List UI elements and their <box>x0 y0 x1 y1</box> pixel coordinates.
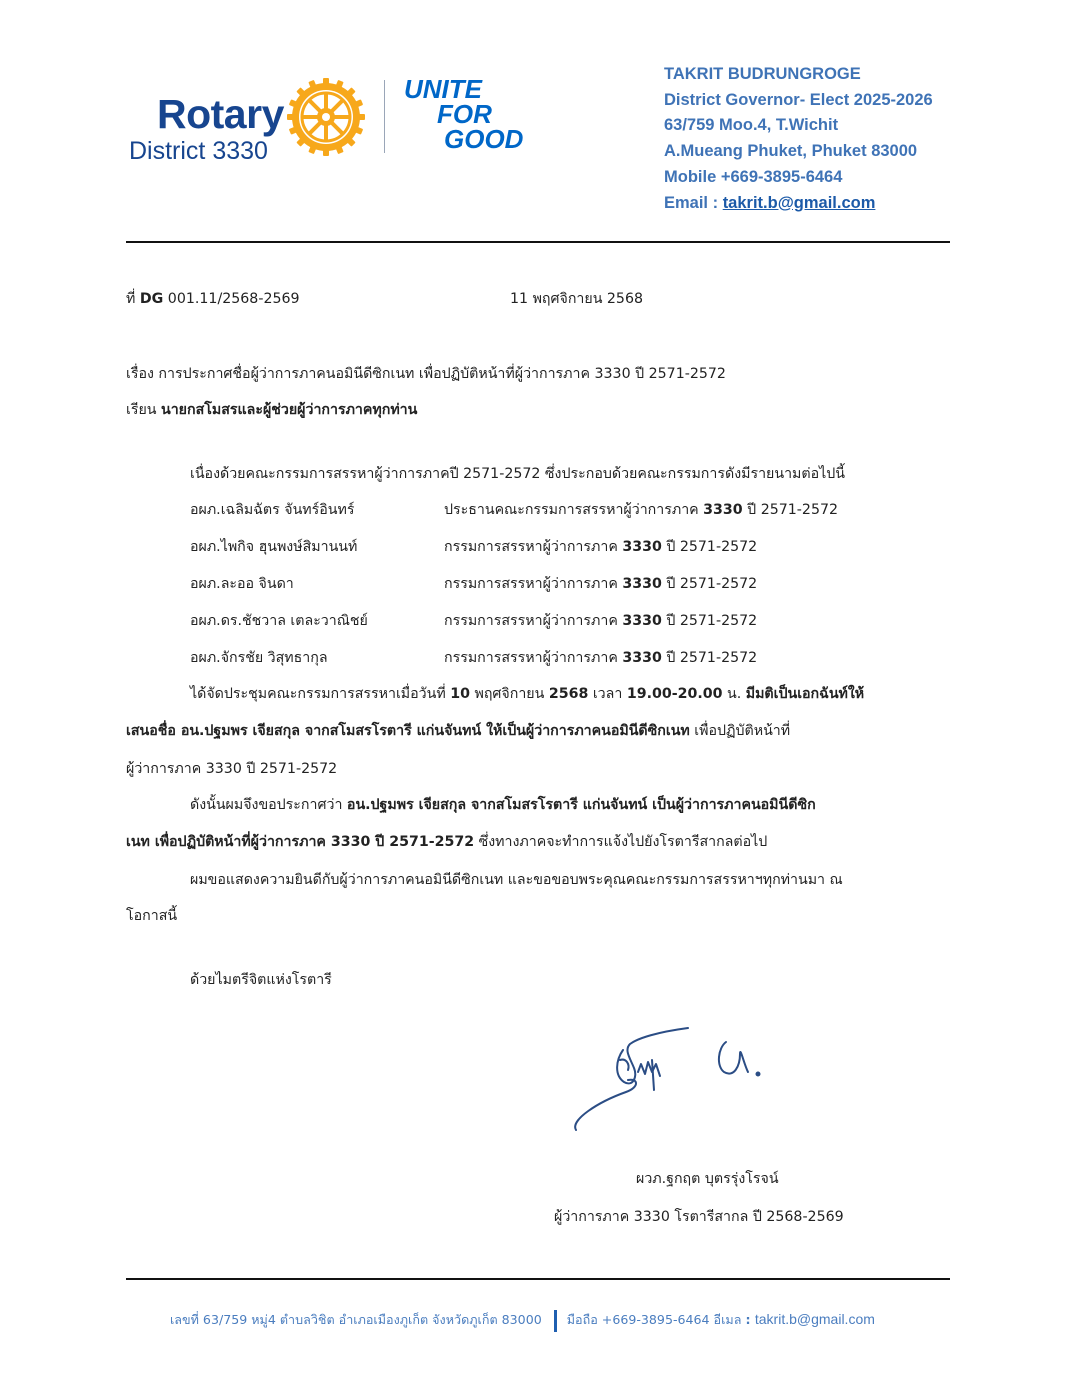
committee-name: อผภ.ดร.ชัชวาล เตละวาณิชย์ <box>190 613 368 629</box>
to-name: นายกสโมสรและผู้ช่วยผู้ว่าการภาคทุกท่าน <box>161 402 418 418</box>
tagline-word: UNITE <box>404 74 482 104</box>
meeting-paragraph-line-2: เสนอชื่อ อน.ปฐมพร เจียสกุล จากสโมสรโรตารี แก่นจันทน์ ให้เป็นผู้ว่าการภาคนอมินีดีซิกเนท เพื่อปฏิบัติหน้าที่ <box>126 723 791 739</box>
meeting-paragraph-line-1: ได้จัดประชุมคณะกรรมการสรรหาเมื่อวันที่ 10 พฤศจิกายน 2568 เวลา 19.00-20.00 น. มีมติเป็นเอกฉันท์ให้ <box>190 686 865 702</box>
reference-number <box>126 289 300 309</box>
header-divider <box>126 241 950 243</box>
footer-contact <box>170 1309 875 1332</box>
handwritten-signature <box>568 1020 778 1140</box>
ref-number: 001.11/2568-2569 <box>163 291 300 307</box>
logo-divider <box>384 80 385 153</box>
email-link[interactable]: takrit.b@gmail.com <box>722 193 876 212</box>
contact-title: District Governor- Elect 2025-2026 <box>664 90 933 109</box>
subject-line: เรื่อง การประกาศชื่อผู้ว่าการภาคนอมินีดีซิกเนท เพื่อปฏิบัติหน้าที่ผู้ว่าการภาค 3330 ปี 2571-2572 <box>126 366 726 382</box>
ref-dg: DG <box>139 291 164 307</box>
committee-role: กรรมการสรรหาผู้ว่าการภาค 3330 ปี 2571-2572 <box>444 576 758 592</box>
salutation-line <box>126 400 417 420</box>
signer-title: ผู้ว่าการภาค 3330 โรตารีสากล ปี 2568-2569 <box>554 1209 844 1225</box>
intro-paragraph: เนื่องด้วยคณะกรรมการสรรหาผู้ว่าการภาคปี 2571-2572 ซึ่งประกอบด้วยคณะกรรมการดังมีรายนามต่อไปนี้ <box>190 466 845 482</box>
committee-role: กรรมการสรรหาผู้ว่าการภาค 3330 ปี 2571-2572 <box>444 613 758 629</box>
tagline-word: FOR <box>437 99 492 129</box>
contact-address-1: 63/759 Moo.4, T.Wichit <box>664 116 839 135</box>
contact-name: TAKRIT BUDRUNGROGE <box>664 65 861 83</box>
committee-name: อผภ.ละออ จินดา <box>190 576 294 592</box>
rotary-wordmark: Rotary <box>157 91 284 137</box>
footer-email[interactable]: takrit.b@gmail.com <box>754 1311 875 1327</box>
footer-colon: : <box>745 1312 755 1327</box>
closing-phrase: ด้วยไมตรีจิตแห่งโรตารี <box>190 972 332 988</box>
committee-name: อผภ.ไพกิจ ฮุนพงษ์สิมานนท์ <box>190 539 358 555</box>
contact-address-2: A.Mueang Phuket, Phuket 83000 <box>664 142 918 161</box>
signer-name: ผวภ.ฐกฤต บุตรรุ่งโรจน์ <box>636 1171 779 1187</box>
footer-mobile: มือถือ +669-3895-6464 อีเมล <box>566 1312 746 1327</box>
congrats-line-2: โอกาสนี้ <box>126 908 178 924</box>
to-prefix: เรียน <box>126 402 161 418</box>
tagline-word: GOOD <box>444 124 524 154</box>
committee-role: กรรมการสรรหาผู้ว่าการภาค 3330 ปี 2571-2572 <box>444 539 758 555</box>
contact-mobile: Mobile +669-3895-6464 <box>664 167 843 186</box>
committee-role: ประธานคณะกรรมการสรรหาผู้ว่าการภาค 3330 ปี 2571-2572 <box>444 502 839 518</box>
committee-name: อผภ.เฉลิมฉัตร จันทร์อินทร์ <box>190 502 355 518</box>
ref-prefix: ที่ <box>126 291 140 307</box>
contact-email-row <box>664 191 933 217</box>
announcement-line-2: เนท เพื่อปฏิบัติหน้าที่ผู้ว่าการภาค 3330 ปี 2571-2572 ซึ่งทางภาคจะทำการแจ้งไปยังโรตารีสากลต่อไป <box>126 834 768 850</box>
committee-name: อผภ.จักรชัย วิสุทธากุล <box>190 650 328 666</box>
email-label: Email : <box>664 193 723 212</box>
contact-block <box>664 62 933 216</box>
unite-for-good-tagline <box>404 74 524 154</box>
district-label: District 3330 <box>129 137 268 165</box>
footer-divider <box>126 1278 950 1280</box>
rotary-wheel-icon <box>286 77 366 157</box>
announcement-line-1: ดังนั้นผมจึงขอประกาศว่า อน.ปฐมพร เจียสกุล จากสโมสรโรตารี แก่นจันทน์ เป็นผู้ว่าการภาคนอมินีดีซิก <box>190 797 816 813</box>
letter-date: 11 พฤศจิกายน 2568 <box>510 291 644 307</box>
footer-address: เลขที่ 63/759 หมู่4 ตำบลวิชิต อำเภอเมืองภูเก็ต จังหวัดภูเก็ต 83000 <box>170 1312 542 1327</box>
footer-separator <box>554 1310 557 1332</box>
meeting-paragraph-line-3: ผู้ว่าการภาค 3330 ปี 2571-2572 <box>126 761 338 777</box>
congrats-line-1: ผมขอแสดงความยินดีกับผู้ว่าการภาคนอมินีดีซิกเนท และขอขอบพระคุณคณะกรรมการสรรหาฯทุกท่านมา ณ <box>190 872 843 888</box>
committee-role: กรรมการสรรหาผู้ว่าการภาค 3330 ปี 2571-2572 <box>444 650 758 666</box>
